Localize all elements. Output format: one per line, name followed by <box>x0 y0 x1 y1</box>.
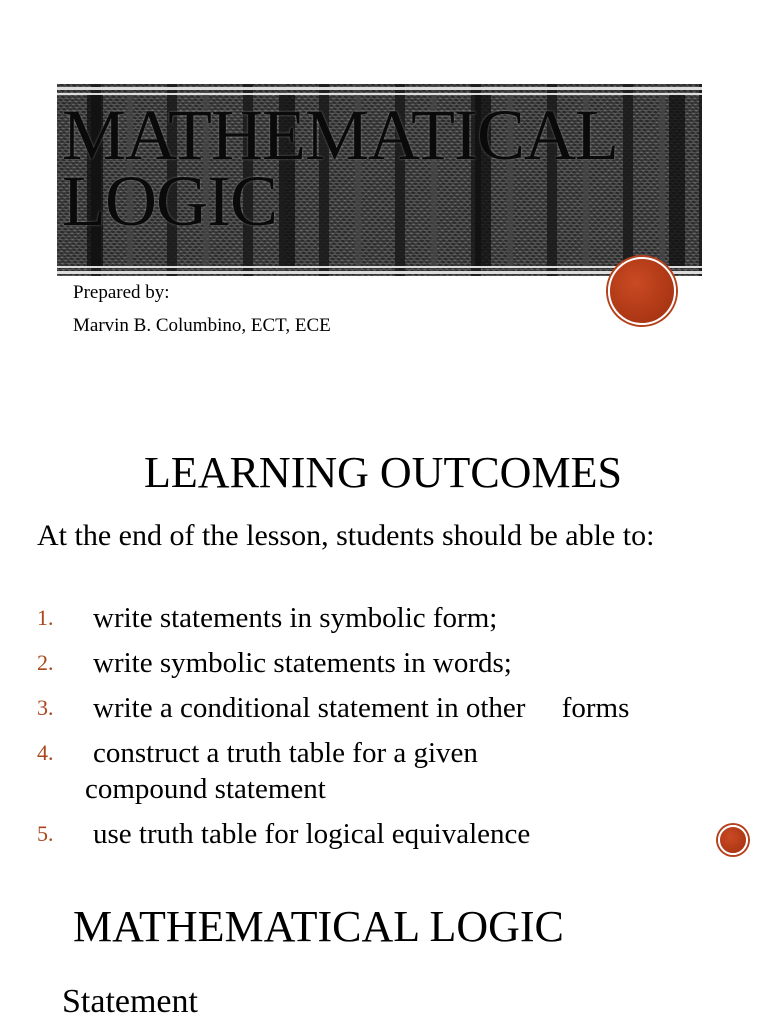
outcomes-intro: At the end of the lesson, students should be able to: <box>37 519 655 552</box>
list-text: write statements in symbolic form; <box>93 602 498 634</box>
list-item <box>37 816 737 852</box>
list-number: 5. <box>37 821 54 846</box>
list-item <box>37 735 737 807</box>
list-text-wrapped <box>85 735 737 807</box>
list-item <box>37 690 737 726</box>
title-line-2: LOGIC <box>62 161 277 241</box>
list-text: construct a truth table for a given <box>93 737 478 769</box>
banner-rule <box>57 87 702 90</box>
prepared-by-label: Prepared by: <box>73 282 170 303</box>
list-text: use truth table for logical equivalence <box>93 818 531 850</box>
list-number: 1. <box>37 605 54 630</box>
list-text: write symbolic statements in words; <box>93 647 512 679</box>
accent-circle-icon <box>608 257 676 325</box>
list-text-continuation: compound statement <box>85 773 326 805</box>
list-text: write a conditional statement in other <box>93 692 526 724</box>
list-item <box>37 645 737 681</box>
accent-circle-icon <box>718 825 748 855</box>
banner-texture-pillar <box>669 95 685 266</box>
mathematical-logic-heading: MATHEMATICAL LOGIC <box>73 902 564 951</box>
list-item <box>37 600 737 636</box>
title-banner <box>57 84 702 276</box>
presentation-title <box>62 95 618 241</box>
list-number: 4. <box>37 740 54 765</box>
outcomes-list <box>37 600 737 861</box>
list-text-extra: forms <box>561 692 630 724</box>
banner-rule <box>57 266 702 268</box>
banner-rule <box>57 271 702 274</box>
list-text-with-extra <box>93 690 737 726</box>
author-name: Marvin B. Columbino, ECT, ECE <box>73 315 331 336</box>
list-number: 2. <box>37 650 54 675</box>
statement-subheading: Statement <box>62 983 198 1020</box>
learning-outcomes-heading: LEARNING OUTCOMES <box>144 448 622 497</box>
title-line-1: MATHEMATICAL <box>62 95 618 175</box>
list-number: 3. <box>37 695 54 720</box>
